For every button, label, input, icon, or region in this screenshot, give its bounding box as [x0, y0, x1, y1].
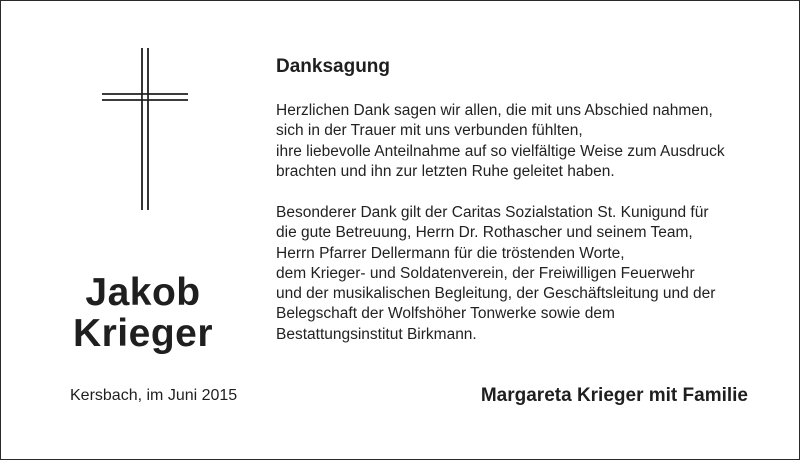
- paragraph-line: Bestattungsinstitut Birkmann.: [276, 325, 477, 343]
- paragraph-line: Belegschaft der Wolfshöher Tonwerke sowie dem: [276, 305, 615, 323]
- cross-icon: [102, 48, 188, 210]
- paragraph-line: dem Krieger- und Soldatenverein, der Freiwilligen Feuerwehr: [276, 264, 695, 282]
- paragraph-line: brachten und ihn zur letzten Ruhe geleitet haben.: [276, 162, 615, 180]
- place-date: Kersbach, im Juni 2015: [70, 387, 238, 404]
- thanks-paragraph-1: [276, 101, 725, 182]
- paragraph-line: Herzlichen Dank sagen wir allen, die mit uns Abschied nahmen,: [276, 102, 713, 119]
- signature: Margareta Krieger mit Familie: [480, 385, 748, 406]
- paragraph-line: die gute Betreuung, Herrn Dr. Rothascher und seinem Team,: [276, 224, 693, 242]
- paragraph-line: und der musikalischen Begleitung, der Geschäftsleitung und der: [276, 285, 716, 303]
- deceased-last-name: Krieger: [72, 312, 214, 355]
- notice-heading: Danksagung: [276, 56, 391, 77]
- thanks-paragraph-2: [276, 203, 715, 345]
- paragraph-line: ihre liebevolle Anteilnahme auf so vielfältige Weise zum Ausdruck: [276, 142, 725, 160]
- deceased-first-name: Jakob: [85, 271, 201, 314]
- paragraph-line: sich in der Trauer mit uns verbunden fühlten,: [276, 122, 583, 140]
- paragraph-line: Herrn Pfarrer Dellermann für die tröstenden Worte,: [276, 244, 625, 262]
- paragraph-line: Besonderer Dank gilt der Caritas Sozialstation St. Kunigund für: [276, 204, 709, 221]
